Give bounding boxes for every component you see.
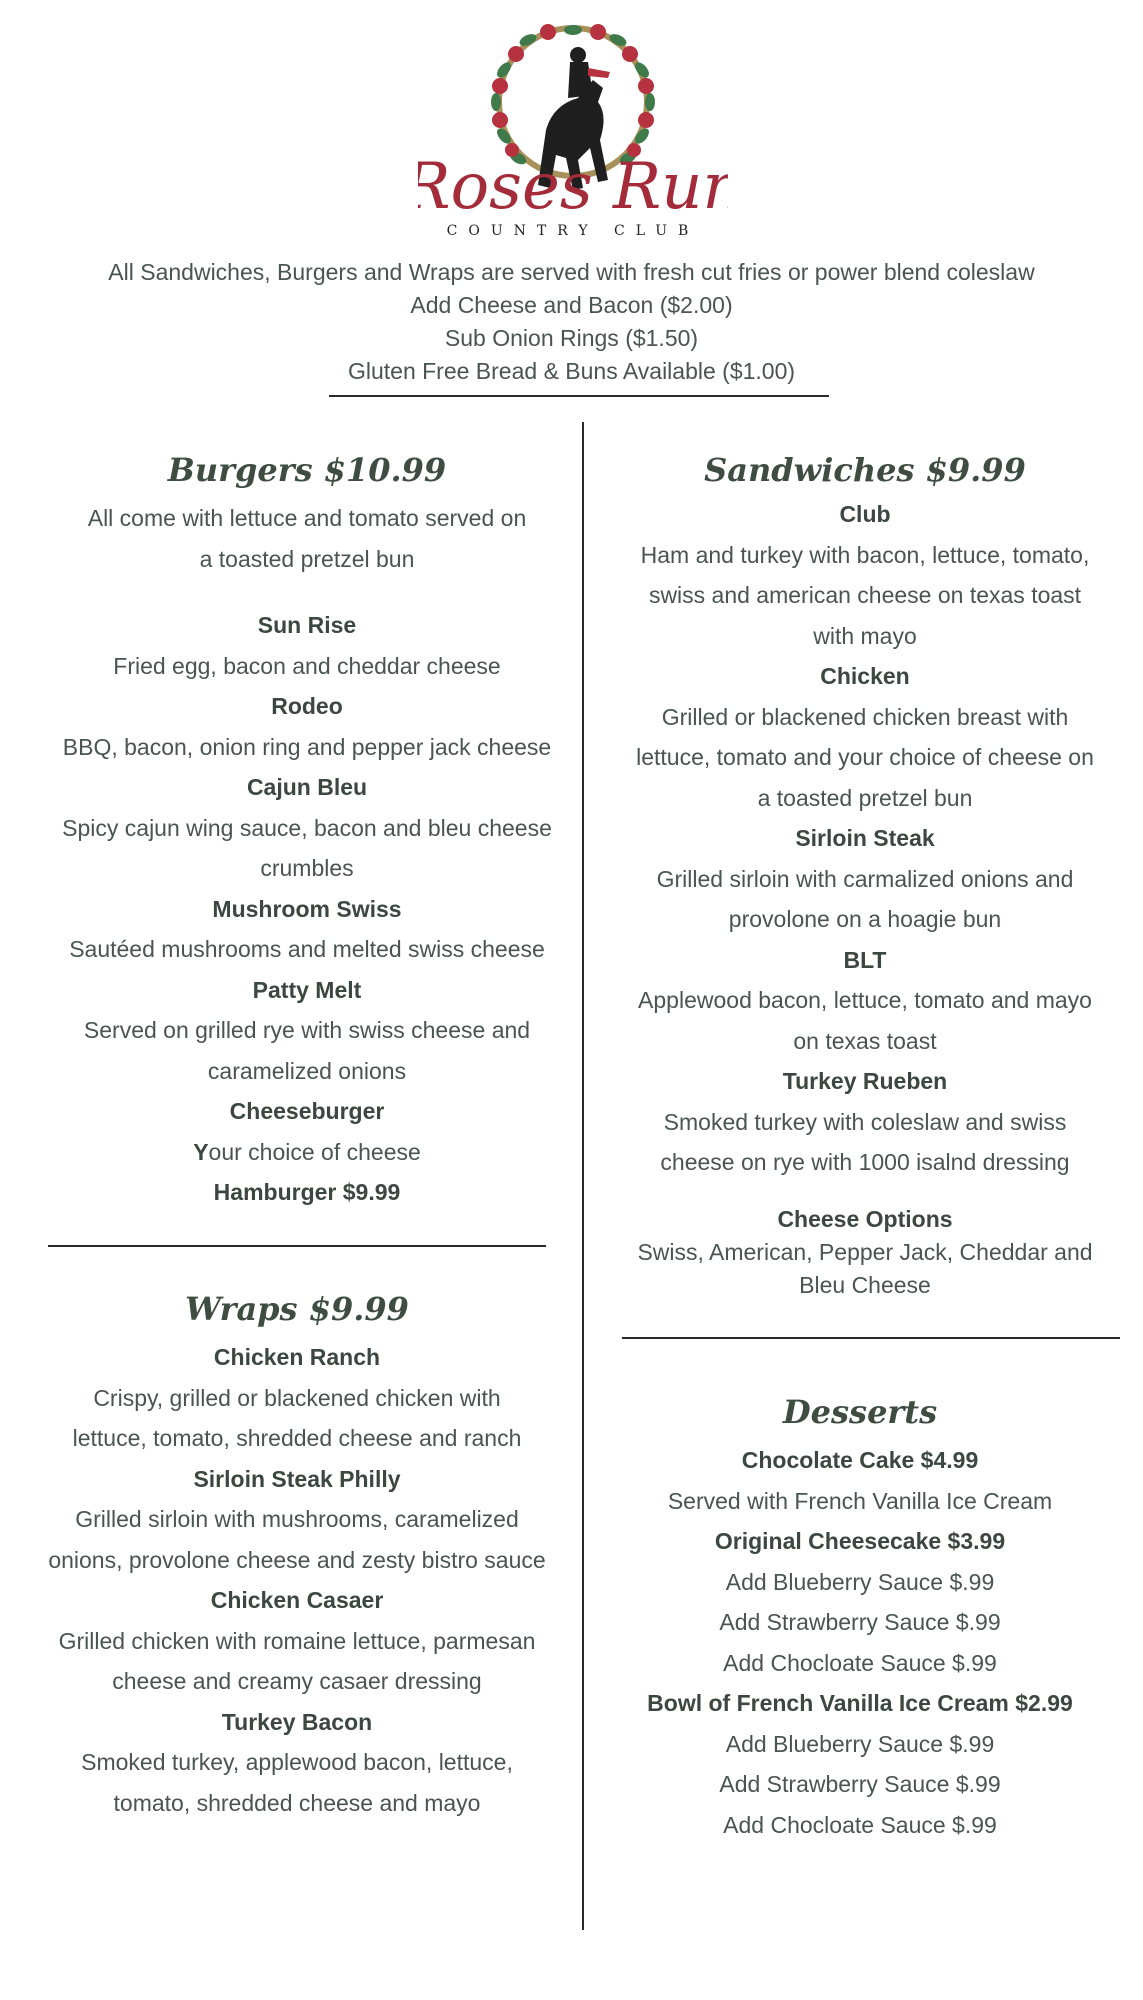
intro-divider	[329, 395, 829, 397]
menu-item-name: Turkey Rueben	[782, 1068, 948, 1094]
menu-item-name: Patty Melt	[252, 976, 362, 1003]
menu-item-desc: Smoked turkey with coleslaw and swiss	[663, 1108, 1067, 1135]
desserts-section	[605, 1390, 1115, 1845]
menu-item-name: Chicken	[820, 663, 910, 689]
dessert-line: Chocolate Cake $4.99	[741, 1447, 979, 1473]
sandwiches-divider	[622, 1337, 1120, 1339]
menu-item-desc: Grilled sirloin with carmalized onions and	[656, 865, 1074, 892]
menu-item-desc: BBQ, bacon, onion ring and pepper jack cheese	[62, 733, 552, 760]
cheese-options-desc: Bleu Cheese	[799, 1271, 931, 1298]
dessert-line: Served with French Vanilla Ice Cream	[667, 1487, 1053, 1514]
intro-notes	[60, 256, 1083, 388]
dessert-line: Bowl of French Vanilla Ice Cream $2.99	[647, 1690, 1073, 1716]
menu-item-desc: Grilled sirloin with mushrooms, caramelized	[75, 1506, 519, 1532]
burgers-divider	[48, 1245, 546, 1247]
dessert-line: Original Cheesecake $3.99	[714, 1528, 1006, 1554]
menu-item-name: Sirloin Steak	[795, 825, 935, 851]
menu-item-desc: lettuce, tomato, shredded cheese and ranch	[72, 1425, 522, 1451]
menu-item-desc: Smoked turkey, applewood bacon, lettuce,	[81, 1749, 513, 1775]
menu-item-desc: Grilled or blackened chicken breast with	[661, 703, 1069, 730]
menu-item-desc: Spicy cajun wing sauce, bacon and bleu cheese	[62, 814, 552, 841]
menu-item-name: Turkey Bacon	[221, 1708, 373, 1735]
dessert-line: Add Chocloate Sauce $.99	[723, 1811, 997, 1838]
intro-line: All Sandwiches, Burgers and Wraps are served with fresh cut fries or power blend coleslaw	[108, 259, 1035, 285]
menu-item-name: Chicken Ranch	[213, 1344, 381, 1370]
desserts-title: Desserts	[782, 1393, 938, 1431]
menu-item-name: Sirloin Steak Philly	[193, 1465, 401, 1492]
roses-run-logo	[418, 10, 728, 240]
logo-subtitle: COUNTRY CLUB	[446, 223, 700, 239]
logo-title: Roses Run	[418, 150, 728, 224]
menu-item-desc: cheese on rye with 1000 isalnd dressing	[660, 1149, 1070, 1175]
menu-item-desc	[42, 1132, 572, 1173]
burgers-note: a toasted pretzel bun	[199, 545, 415, 572]
column-divider	[582, 422, 584, 1930]
wraps-section	[32, 1287, 562, 1823]
menu-item-name: Mushroom Swiss	[212, 895, 402, 922]
sandwiches-section	[605, 448, 1125, 1302]
dessert-line: Add Blueberry Sauce $.99	[725, 1730, 995, 1757]
dessert-line: Add Strawberry Sauce $.99	[719, 1771, 1001, 1797]
menu-item-name: Club	[839, 501, 891, 527]
menu-item-desc: a toasted pretzel bun	[757, 784, 973, 811]
burgers-section	[42, 448, 572, 1213]
intro-line: Gluten Free Bread & Buns Available ($1.00)	[347, 358, 796, 384]
menu-item-name: BLT	[843, 946, 887, 973]
menu-item-name: Cajun Bleu	[246, 774, 368, 800]
menu-item-desc: on texas toast	[793, 1027, 937, 1054]
menu-item-desc: Sautéed mushrooms and melted swiss cheese	[69, 936, 545, 962]
menu-item-desc: swiss and american cheese on texas toast	[648, 582, 1082, 608]
menu-item-desc: Ham and turkey with bacon, lettuce, tomato,	[640, 541, 1090, 568]
menu-item-desc: cheese and creamy casaer dressing	[112, 1668, 482, 1694]
dessert-line: Add Chocloate Sauce $.99	[723, 1649, 997, 1676]
menu-item-desc: caramelized onions	[207, 1057, 407, 1084]
menu-item-desc: lettuce, tomato and your choice of cheese on	[636, 744, 1094, 770]
menu-item-desc-rest: our choice of cheese	[208, 1138, 421, 1165]
menu-item-desc: tomato, shredded cheese and mayo	[113, 1789, 481, 1816]
menu-item-desc: Applewood bacon, lettuce, tomato and mayo	[638, 987, 1092, 1013]
cheese-options-desc: Swiss, American, Pepper Jack, Cheddar and	[637, 1238, 1093, 1265]
menu-item-desc: provolone on a hoagie bun	[728, 906, 1002, 932]
menu-item-desc: with mayo	[813, 622, 917, 649]
menu-item-name: Chicken Casaer	[210, 1587, 384, 1613]
dessert-line: Add Strawberry Sauce $.99	[719, 1609, 1001, 1635]
sandwiches-title: Sandwiches $9.99	[704, 451, 1026, 489]
menu-item-desc: Fried egg, bacon and cheddar cheese	[113, 652, 501, 679]
menu-item-desc: onions, provolone cheese and zesty bistro sauce	[48, 1546, 546, 1573]
menu-item-desc: Grilled chicken with romaine lettuce, parmesan	[58, 1627, 536, 1654]
menu-item-desc: Served on grilled rye with swiss cheese and	[83, 1017, 531, 1043]
burgers-title: Burgers $10.99	[167, 451, 447, 489]
menu-item-desc: crumbles	[260, 855, 354, 881]
dessert-line: Add Blueberry Sauce $.99	[725, 1568, 995, 1595]
cheese-options-title: Cheese Options	[777, 1205, 953, 1232]
menu-item-desc: Crispy, grilled or blackened chicken with	[93, 1384, 501, 1411]
menu-item-name: Sun Rise	[257, 612, 357, 638]
menu-item-name: Rodeo	[271, 693, 343, 719]
intro-line: Add Cheese and Bacon ($2.00)	[410, 292, 733, 318]
intro-line: Sub Onion Rings ($1.50)	[444, 325, 699, 351]
burgers-note: All come with lettuce and tomato served on	[87, 505, 527, 531]
hamburger-price: Hamburger $9.99	[213, 1179, 401, 1205]
menu-item-desc-initial: Y	[193, 1138, 209, 1165]
menu-item-name: Cheeseburger	[229, 1098, 385, 1124]
wraps-title: Wraps $9.99	[185, 1290, 409, 1328]
